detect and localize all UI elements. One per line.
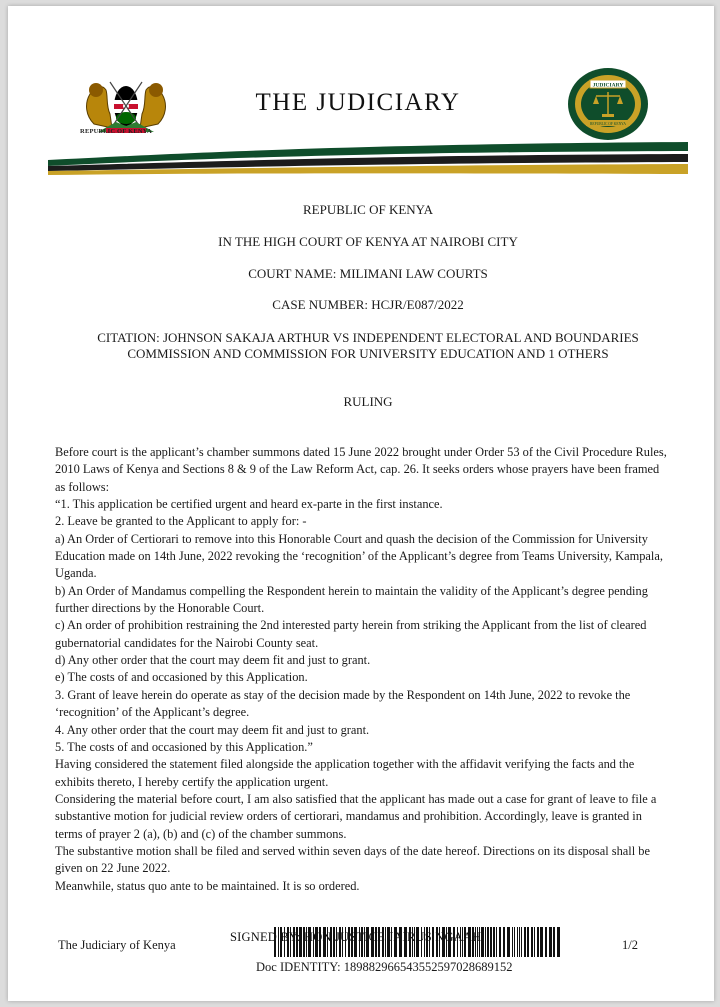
document-page [8,6,714,1001]
paragraph: d) Any other order that the court may deem fit and just to grant. [55,653,371,668]
seal-top-text: JUDICIARY [592,82,624,89]
doc-identity: Doc IDENTITY: 18988296654355259702868915​2 [256,960,513,974]
signed-by-text: SIGNED BY: HON JUSTICE JAIRUS NGAAH [230,930,482,944]
paragraph: a) An Order of Certiorari to remove into this Honorable Court and quash the decision of the Commission for University Education made on 14th June, 2022 revoking the ‘recognition’ of the Applicant’s degree from Teams University, Kampala, Uganda. [55,531,663,581]
paragraph: c) An order of prohibition restraining the 2nd interested party herein from striking the Applicant from the list of cleared gubernatorial candidates for the Nairobi County seat. [55,618,647,650]
court-name-line: COURT NAME: MILIMANI LAW COURTS [248,266,488,281]
paragraph: 4. Any other order that the court may deem fit and just to grant. [55,722,370,737]
coat-caption: REPUBLIC OF KENYA [80,128,152,135]
paragraph: “1. This application be certified urgent and heard ex-parte in the first instance. [55,497,443,512]
paragraph: Meanwhile, status quo ante to be maintained. It is so ordered. [55,878,360,893]
paragraph: The substantive motion shall be filed and served within seven days of the date hereof. Directions on its disposal shall be given on 22 June 2022. [55,843,650,876]
paragraph: Before court is the applicant’s chamber summons dated 15 June 2022 brought under Order 53 of the Civil Procedure Rules, 2010 Laws of Kenya and Sections 8 & 9 of the Law Reform Act, cap. 26. It seeks orders whose prayers have been framed as follows: [55,445,667,494]
paragraph: 3. Grant of leave herein do operate as stay of the decision made by the Respondent on 14th June, 2022 to revoke the ‘recognition’ of the Applicant’s degree. [55,687,631,720]
footer-organization: The Judiciary of Kenya [58,938,176,952]
seal-bottom-text: REPUBLIC OF KENYA [590,121,626,126]
case-number-line: CASE NUMBER: HCJR/E087/2022 [272,297,464,312]
paragraph: 2. Leave be granted to the Applicant to apply for: - [55,514,307,529]
signed-by [230,930,560,945]
court-line: IN THE HIGH COURT OF KENYA AT NAIROBI CITY [218,234,518,249]
paragraph: Considering the material before court, I am also satisfied that the applicant has made out a case for grant of leave to file a substantive motion for judicial review orders of certiorari, mandamus and prohibition. Accordingly, leave is granted in terms of prayer 2 (a), (b) and (c) of the chamber summons. [55,791,657,841]
page-number: 1/2 [622,938,638,952]
paragraph: b) An Order of Mandamus compelling the Respondent herein to maintain the validity of the Applicant’s degree pending further directions by the Honorable Court. [55,583,648,616]
judiciary-seal-icon [566,66,650,142]
republic-line: REPUBLIC OF KENYA [302,202,433,217]
citation-line-1: CITATION: JOHNSON SAKAJA ARTHUR VS INDEPENDENT ELECTORAL AND BOUNDARIES [97,330,639,345]
page-title: THE JUDICIARY [255,89,461,116]
ruling-body [55,444,669,895]
paragraph: e) The costs of and occasioned by this Application. [55,670,308,685]
ruling-heading: RULING [343,394,393,409]
paragraph: 5. The costs of and occasioned by this Application.” [55,739,313,754]
header-stripes [48,142,688,182]
citation-line-2: COMMISSION AND COMMISSION FOR UNIVERSITY EDUCATION AND 1 OTHERS [127,346,609,361]
paragraph: Having considered the statement filed alongside the application together with the affidavit verifying the facts and the exhibits thereto, I hereby certify the application urgent. [55,757,635,789]
